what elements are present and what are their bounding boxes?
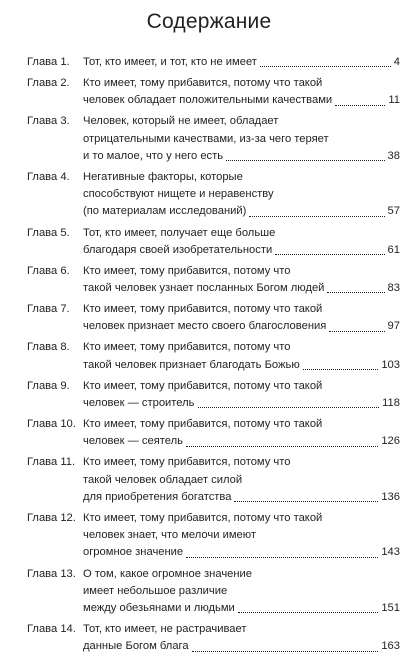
entry-title-line: Кто имеет, тому прибавится, потому что такой (83, 303, 323, 316)
page-number: 97 (387, 320, 400, 333)
entry-title-text: человек признает место своего благословения (83, 320, 327, 333)
page-number: 11 (388, 94, 400, 107)
entry-title-line: Негативные факторы, которые (83, 170, 243, 183)
entry-title-line (83, 544, 400, 561)
entry-text (83, 566, 400, 618)
entry-title-line: имеет небольшое различие (83, 584, 228, 597)
page-number: 151 (381, 602, 400, 615)
dot-leader (198, 406, 380, 408)
chapter-label: Глава 10. (27, 418, 76, 430)
entry-title-line (83, 318, 400, 335)
dot-leader (327, 291, 384, 293)
entry-title-line (83, 433, 400, 450)
entry-title-line: способствуют нищете и неравенству (83, 188, 274, 201)
chapter-label: Глава 6. (27, 264, 70, 277)
chapter-label: Глава 12. (27, 511, 76, 524)
entry-title-line (83, 242, 400, 259)
dot-leader (329, 330, 384, 332)
page-number: 4 (393, 56, 400, 68)
chapter-label: Глава 3. (27, 115, 70, 128)
entry-title-text: такой человек признает благодать Божью (83, 358, 300, 371)
entry-title-line: человек знает, что мелочи имеют (83, 529, 257, 542)
entry-title-line: отрицательными качествами, из-за чего теряет (83, 132, 329, 145)
entry-title-line (83, 203, 400, 220)
entry-title-line (83, 357, 400, 374)
entry-title-text: человек обладает положительными качествами (83, 94, 333, 107)
chapter-label: Глава 11. (27, 456, 76, 469)
entry-title-line: Человек, который не имеет, обладает (83, 115, 279, 128)
entry-title-text: и то малое, что у него есть (83, 149, 224, 162)
dot-leader (226, 159, 384, 161)
dot-leader (260, 65, 391, 67)
dot-leader (238, 611, 379, 613)
entry-title-line: Кто имеет, тому прибавится, потому что такой (83, 418, 323, 430)
entry-title-line (83, 54, 400, 71)
dot-leader (303, 368, 379, 370)
entry-title-line: Кто имеет, тому прибавится, потому что (83, 456, 291, 469)
entry-title-text: Тот, кто имеет, и тот, кто не имеет (83, 56, 257, 68)
entry-title-line (83, 148, 400, 165)
entry-title-line (83, 280, 400, 297)
entry-text (83, 621, 400, 656)
entry-text (83, 75, 400, 110)
entry-title-text: (по материалам исследований) (83, 205, 247, 218)
entry-text (83, 339, 400, 374)
page-number: 57 (387, 205, 400, 218)
chapter-label: Глава 4. (27, 170, 70, 183)
dot-leader (186, 556, 378, 558)
dot-leader (275, 253, 384, 255)
entry-title-line: Кто имеет, тому прибавится, потому что такой (83, 77, 323, 89)
chapter-label: Глава 2. (27, 77, 70, 89)
page-number: 163 (381, 640, 400, 653)
entry-title-line (83, 600, 400, 617)
entry-title-line (83, 92, 400, 109)
entry-text (83, 54, 400, 71)
dot-leader (335, 104, 385, 106)
chapter-label: Глава 14. (27, 623, 76, 636)
entry-text (83, 113, 400, 165)
entry-title-line (83, 638, 400, 655)
page-title: Содержание (146, 10, 272, 33)
dot-leader (186, 445, 378, 447)
entry-text (83, 454, 400, 506)
page-number: 143 (381, 546, 400, 559)
dot-leader (192, 650, 379, 652)
entry-title-line: О том, какое огромное значение (83, 567, 253, 580)
entry-title-text: данные Богом блага (83, 640, 189, 653)
dot-leader (234, 500, 378, 502)
entry-title-line: Тот, кто имеет, получает еще больше (83, 226, 276, 239)
entry-text (83, 263, 400, 298)
entry-text (83, 225, 400, 260)
entry-title-text: человек — строитель (83, 396, 195, 409)
entry-title-line: Кто имеет, тому прибавится, потому что такой (83, 511, 323, 524)
entry-text (83, 301, 400, 336)
entry-title-text: такой человек узнает посланных Богом людей (83, 282, 325, 295)
entry-title-line: такой человек обладает силой (83, 473, 243, 486)
chapter-label: Глава 7. (27, 303, 70, 316)
page-number: 126 (381, 435, 400, 448)
entry-title-text: огромное значение (83, 546, 184, 559)
page-number: 61 (387, 243, 400, 256)
chapter-label: Глава 13. (27, 567, 76, 580)
page-number: 38 (387, 149, 400, 162)
entry-title-text: человек — сеятель (83, 435, 183, 448)
entry-title-line (83, 395, 400, 412)
chapter-label: Глава 8. (27, 341, 70, 354)
chapter-label: Глава 9. (27, 379, 70, 392)
entry-text (83, 169, 400, 221)
dot-leader (249, 215, 384, 217)
entry-title-line: Кто имеет, тому прибавится, потому что такой (83, 379, 323, 392)
page-number: 103 (381, 358, 400, 371)
entry-title-line: Тот, кто имеет, не растрачивает (83, 623, 247, 636)
chapter-label: Глава 1. (27, 56, 70, 68)
entry-title-line (83, 489, 400, 506)
entry-title-line: Кто имеет, тому прибавится, потому что (83, 264, 291, 277)
chapter-label: Глава 5. (27, 226, 70, 239)
entry-text (83, 510, 400, 562)
entry-text (83, 416, 400, 451)
entry-title-line: Кто имеет, тому прибавится, потому что (83, 341, 291, 354)
entry-title-text: между обезьянами и людьми (83, 602, 235, 615)
page-number: 118 (382, 396, 400, 409)
entry-text (83, 378, 400, 413)
page-number: 136 (381, 490, 400, 503)
page-number: 83 (387, 282, 400, 295)
entry-title-text: благодаря своей изобретательности (83, 243, 273, 256)
entry-title-text: для приобретения богатства (83, 490, 232, 503)
